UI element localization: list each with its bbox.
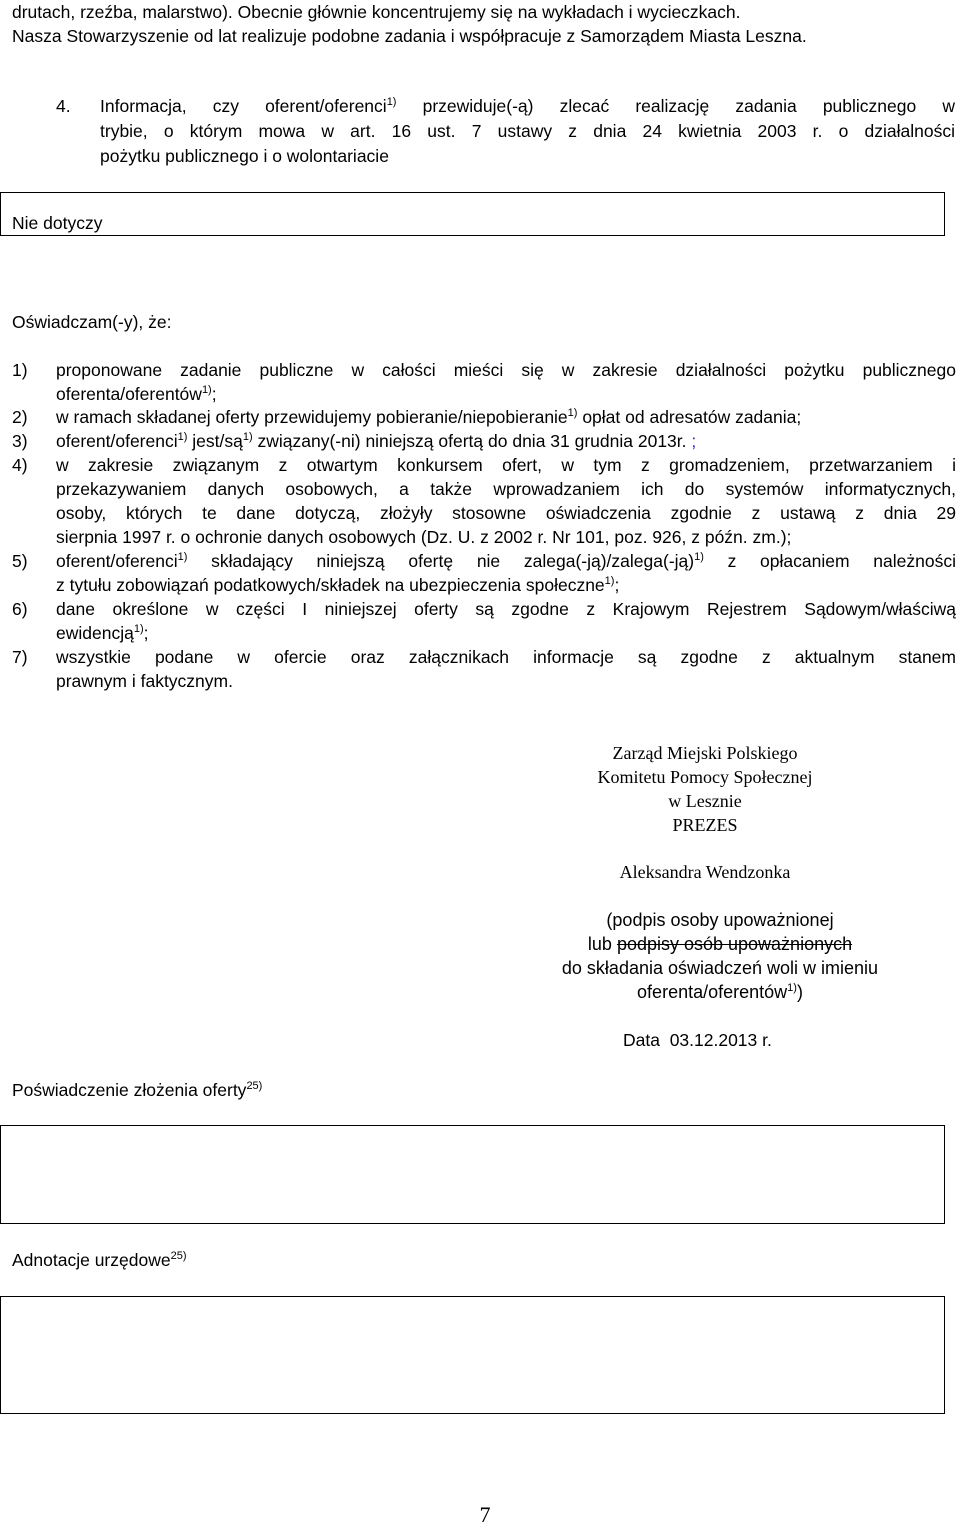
declaration-item-4-line-4: sierpnia 1997 r. o ochronie danych osobowych (Dz. U. z 2002 r. Nr 101, poz. 926, z późn. zm.); <box>56 527 792 547</box>
item-5-end: ; <box>614 575 620 595</box>
intro-line-2: Nasza Stowarzyszenie od lat realizuje podobne zadania i współpracuje z Samorządem Miasta Leszna. <box>12 26 807 46</box>
declaration-item-6-number: 6) <box>12 599 28 619</box>
section-4-line-2: trybie, o którym mowa w art. 16 ust. 7 ustawy z dnia 24 kwietnia 2003 r. o działalności <box>100 121 955 141</box>
item-1-end: ; <box>211 384 217 404</box>
attestation-box <box>0 1125 945 1224</box>
signature-caption-line-4 <box>520 982 920 1003</box>
stamp-line-3: w Lesznie <box>668 791 742 811</box>
item-5-text-b: składający niniejszą ofertę nie zalega(-ją)/zalega(-ją) <box>211 551 695 571</box>
attestation-text: Poświadczenie złożenia oferty <box>12 1080 247 1100</box>
signature-struck-text: podpisy osób upoważnionych <box>616 934 853 954</box>
item-5-text-c: z opłacaniem należności <box>727 551 956 571</box>
footnote-ref: 1) <box>133 623 144 635</box>
item-5-text-d: z tytułu zobowiązań podatkowych/składek na ubezpieczenia społeczne <box>56 575 605 595</box>
footnote-ref: 1) <box>386 96 397 108</box>
declaration-item-6-line-2 <box>56 623 148 644</box>
declaration-item-6-line-1: dane określone w części I niniejszej oferty są zgodne z Krajowym Rejestrem Sądowym/właściwą <box>56 599 956 619</box>
signature-text: oferenta/oferentów <box>637 982 788 1002</box>
footnote-ref: 25) <box>246 1080 263 1092</box>
signature-or: lub <box>587 934 612 954</box>
item-6-text: ewidencją <box>56 623 134 643</box>
section-4-answer-box <box>0 192 945 236</box>
signature-end: ) <box>796 982 803 1002</box>
annotations-box <box>0 1296 945 1414</box>
item-2-text-b: opłat od adresatów zadania; <box>582 407 802 427</box>
declaration-item-3-number: 3) <box>12 431 28 451</box>
declaration-item-5-line-1 <box>56 551 956 572</box>
footnote-ref: 1) <box>787 982 797 994</box>
declaration-item-5-line-2 <box>56 575 619 596</box>
stamp-line-2: Komitetu Pomocy Społecznej <box>597 767 813 787</box>
stamp-line-4: PREZES <box>672 815 738 835</box>
item-5-text-a: oferent/oferenci <box>56 551 178 571</box>
declaration-item-1-line-2 <box>56 384 217 405</box>
footnote-ref: 1) <box>694 551 704 563</box>
signature-date: Data 03.12.2013 r. <box>623 1030 772 1050</box>
item-3-end: ; <box>691 431 697 451</box>
section-4-number: 4. <box>56 96 71 116</box>
footnote-ref: 1) <box>201 384 212 396</box>
section-4-answer: Nie dotyczy <box>12 213 103 233</box>
annotations-label <box>12 1250 186 1271</box>
signature-caption-line-1: (podpis osoby upoważnionej <box>606 910 834 930</box>
item-2-text-a: w ramach składanej oferty przewidujemy pobieranie/niepobieranie <box>56 407 568 427</box>
item-1-text: oferenta/oferentów <box>56 384 202 404</box>
footnote-ref: 1) <box>177 551 188 563</box>
footnote-ref: 25) <box>170 1250 187 1262</box>
section-4-text-b: przewiduje(-ą) zlecać realizację zadania publicznego w <box>422 96 955 116</box>
declaration-item-2-number: 2) <box>12 407 28 427</box>
item-3-text-c: związany(-ni) niniejszą ofertą do dnia 31 grudnia 2013r. <box>257 431 687 451</box>
section-4-line-1 <box>100 96 955 117</box>
signature-caption-line-3: do składania oświadczeń woli w imieniu <box>561 958 879 978</box>
declaration-item-4-number: 4) <box>12 455 28 475</box>
declaration-item-4-line-1: w zakresie związanym z otwartym konkursem ofert, w tym z gromadzeniem, przetwarzaniem i <box>56 455 956 475</box>
declaration-item-3-line-1 <box>56 431 696 452</box>
declaration-item-7-line-1: wszystkie podane w ofercie oraz załącznikach informacje są zgodne z aktualnym stanem <box>56 647 956 667</box>
declaration-item-4-line-2: przekazywaniem danych osobowych, a także wprowadzaniem ich do systemów informatycznych, <box>56 479 956 499</box>
item-3-text-a: oferent/oferenci <box>56 431 178 451</box>
stamp-line-1: Zarząd Miejski Polskiego <box>612 743 798 763</box>
declaration-item-7-number: 7) <box>12 647 28 667</box>
footnote-ref: 1) <box>567 407 578 419</box>
item-6-end: ; <box>143 623 149 643</box>
item-3-text-b: jest/są <box>192 431 243 451</box>
declaration-item-7-line-2: prawnym i faktycznym. <box>56 671 233 691</box>
attestation-label <box>12 1080 262 1101</box>
declaration-item-1-number: 1) <box>12 360 28 380</box>
declaration-item-1-line-1: proponowane zadanie publiczne w całości mieści się w zakresie działalności pożytku publicznego <box>56 360 956 380</box>
page-number: 7 <box>479 1502 491 1527</box>
annotations-text: Adnotacje urzędowe <box>12 1250 171 1270</box>
footnote-ref: 1) <box>604 575 615 587</box>
intro-line-1: drutach, rzeźba, malarstwo). Obecnie głównie koncentrujemy się na wykładach i wycieczkach. <box>12 2 741 22</box>
footnote-ref: 1) <box>242 431 253 443</box>
declaration-item-5-number: 5) <box>12 551 28 571</box>
stamp-signer-name: Aleksandra Wendzonka <box>619 862 791 882</box>
signature-caption-line-2 <box>520 934 920 955</box>
declaration-item-4-line-3: osoby, których te dane dotyczą, złożyły stosowne oświadczenia zgodnie z ustawą z dnia 29 <box>56 503 956 523</box>
declaration-item-2-line-1 <box>56 407 801 428</box>
section-4-line-3: pożytku publicznego i o wolontariacie <box>100 146 389 166</box>
declaration-heading: Oświadczam(-y), że: <box>12 312 172 332</box>
section-4-text-a: Informacja, czy oferent/oferenci <box>100 96 387 116</box>
footnote-ref: 1) <box>177 431 188 443</box>
